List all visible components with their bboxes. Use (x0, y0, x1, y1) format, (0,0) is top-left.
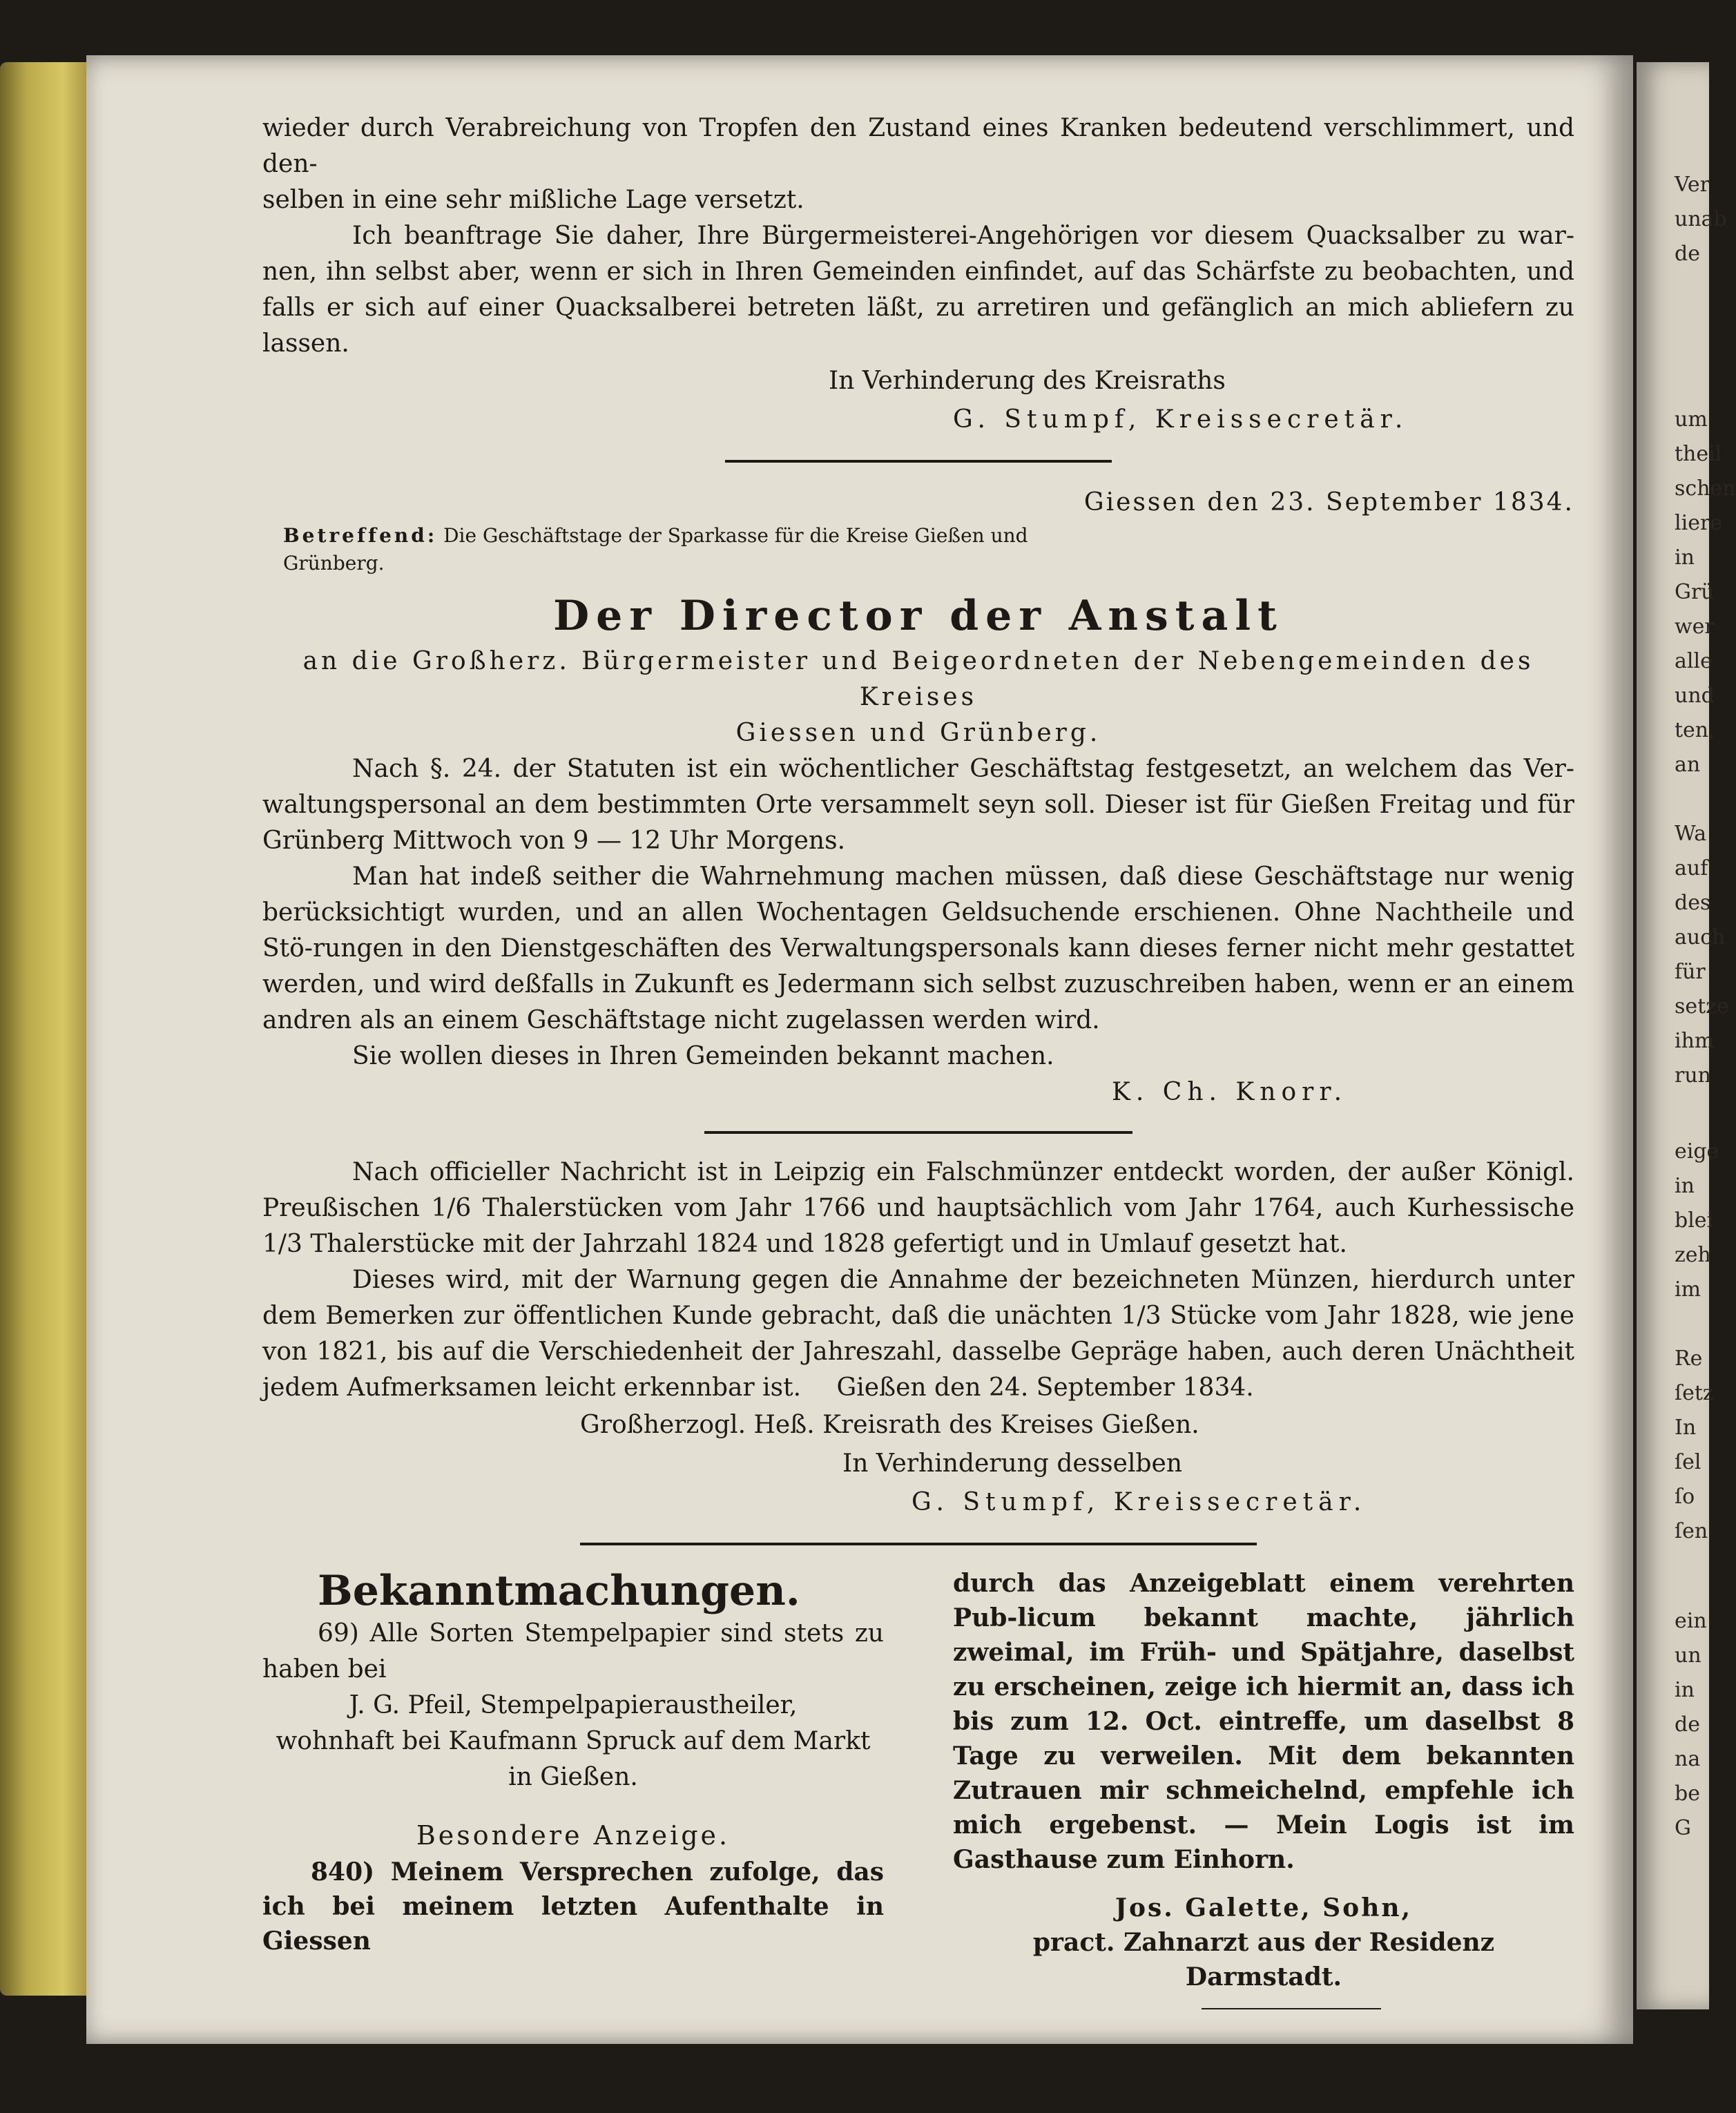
fragment: un (1675, 1643, 1701, 1668)
announcements (262, 1566, 1574, 2009)
divider (704, 1131, 1132, 1134)
fragment: Re (1675, 1347, 1703, 1371)
divider (1202, 2008, 1381, 2009)
divider (725, 460, 1112, 463)
paragraph: Nach §. 24. der Statuten ist ein wöchentlicher Geschäftstag festgesetzt, an welchem das Ver-waltungspersonal an dem bestimmten Orte versammelt seyn soll. Dieser ist für Gießen Freitag und für Grünberg Mittwoch von 9 — 12 Uhr Morgens. (262, 755, 1574, 855)
fragment: de (1675, 242, 1700, 266)
fragment: be (1675, 1782, 1700, 1806)
fragment: theil (1675, 442, 1722, 466)
paragraph: Nach officieller Nachricht ist in Leipzig ein Falschmünzer entdeckt worden, der außer Königl. Preußischen 1/6 Thalerstücken vom Jahr 1766 und hauptsächlich vom Jahr 1764, auch Kurhessische 1/3 Thalerstücke mit der Jahrzahl 1824 und 1828 gefertigt und in Umlauf gesetzt hat. (262, 1158, 1574, 1258)
notice-title: Der Director der Anstalt (553, 592, 1284, 640)
fragment: ihm (1675, 1029, 1715, 1053)
fragment: na (1675, 1747, 1701, 1771)
addressee-line: Giessen und Grünberg. (735, 719, 1101, 747)
fragment: liere (1675, 511, 1723, 535)
fragment: Ver (1675, 173, 1710, 197)
fragment: um (1675, 407, 1708, 432)
fragment: run (1675, 1063, 1711, 1088)
paragraph-text: Dieses wird, mit der Warnung gegen die Annahme der bezeichneten Münzen, hierdurch unter dem Bemerken zur öffentlichen Kunde gebracht, daß die unächten 1/3 Stücke vom Jahr 1828, wie jene von 1821, bis auf die Verschiedenheit der Jahreszahl, dasselbe Gepräge haben, auch deren Unächtheit jedem Aufmerksamen leicht erkennbar ist. (262, 1266, 1574, 1402)
fragment: in (1675, 1678, 1695, 1702)
book-page-edge (0, 62, 90, 1996)
fragment: im (1675, 1277, 1701, 1302)
paragraph (262, 1262, 1574, 1406)
fragment: wer (1675, 615, 1715, 639)
signature-line: Großherzogl. Heß. Kreisrath des Kreises Gießen. (580, 1411, 1199, 1439)
addressee-line: an die Großherz. Bürgermeister und Beigeordneten der Nebengemeinden des Kreises (302, 647, 1534, 711)
fragment: unab (1675, 207, 1727, 231)
subject-label: Betreffend: (283, 524, 438, 547)
fragment: ſetz (1675, 1381, 1714, 1405)
fragment: zeh (1675, 1243, 1711, 1267)
fragment: in (1675, 1174, 1695, 1198)
fragment: in (1675, 546, 1695, 570)
paragraph: Man hat indeß seither die Wahrnehmung machen müssen, daß diese Geschäftstage nur wenig berücksichtigt wurden, und an allen Wochentagen Geldsuchende erschienen. Ohne Nachtheile und Stö-rungen in den Dienstgeschäften des Verwaltungspersonals kann dieses ferner nicht mehr gestattet werden, und wird deßfalls in Zukunft es Jedermann sich selbst zuzuschreiben haben, wenn er an einem andren als an einem Geschäftstage nicht zugelassen werden wird. (262, 862, 1574, 1034)
subject-text: Die Geschäftstage der Sparkasse für die Kreise Gießen und Grünberg. (283, 524, 1028, 575)
advertiser-name: Jos. Galette, Sohn, (1115, 1893, 1413, 1922)
fragment: an (1675, 753, 1701, 777)
fragment: ein (1675, 1609, 1707, 1633)
signature-name: K. Ch. Knorr. (1112, 1078, 1348, 1106)
signature-line: In Verhinderung desselben (842, 1449, 1183, 1478)
advertiser-title: pract. Zahnarzt aus der Residenz Darmstadt. (1032, 1928, 1495, 1991)
fragment: de (1675, 1712, 1700, 1737)
date: Gießen den 24. September 1834. (836, 1373, 1254, 1402)
fragment: ten, (1675, 718, 1715, 742)
fragment: des (1675, 891, 1711, 915)
fragment: und (1675, 684, 1715, 708)
paragraph: Ich beanftrage Sie daher, Ihre Bürgermeisterei-Angehörigen vor diesem Quacksalber zu war-nen, ihn selbst aber, wenn er sich in Ihren Gemeinden einfindet, auf das Schärfste zu beobachten, und falls er sich auf einer Quacksalberei betreten läßt, zu arretiren und gefänglich an mich abliefern zu lassen. (262, 222, 1574, 358)
fragment: setze (1675, 994, 1729, 1019)
fragment: alle (1675, 649, 1713, 673)
section-heading: Bekanntmachungen. (318, 1567, 800, 1615)
dateline: Giessen den 23. September 1834. (1083, 488, 1574, 517)
fragment: Grü (1675, 580, 1715, 604)
ad-69-name: J. G. Pfeil, Stempelpapierausthеiler, (349, 1691, 798, 1719)
sparkasse-notice (262, 483, 1574, 1110)
text-line: wieder durch Verabreichung von Tropfen den Zustand eines Kranken bedeutend verschlimmert, und den- (262, 114, 1574, 178)
fragment: G (1675, 1816, 1691, 1840)
divider (580, 1543, 1257, 1545)
fragment: auch (1675, 925, 1726, 949)
quack-warning-notice (262, 110, 1574, 439)
right-column (953, 1566, 1574, 2009)
signature-line: In Verhinderung des Kreisraths (829, 367, 1226, 395)
facing-page-strip (1637, 62, 1736, 2009)
fragment: ſen (1675, 1519, 1708, 1543)
text-line: selben in eine sehr mißliche Lage versetzt. (262, 186, 804, 214)
ad-840-continued: durch das Anzeigeblatt einem verehrten Pub-licum bekannt machte, jährlich zweimal, im Früh- und Spätjahre, daselbst zu erscheinen, zeige ich hiermit an, dass ich bis zum 12. Oct. eintreffe, um daselbst 8 Tage zu verweilen. Mit dem bekannten Zutrauen mir schmeichelnd, empfehle ich mich ergebenst. — Mein Logis ist im Gasthause zum Einhorn. (953, 1569, 1574, 1874)
fragment: blei (1675, 1208, 1714, 1233)
fragment: eige (1675, 1139, 1719, 1164)
fragment: auf (1675, 856, 1708, 880)
ad-69: 69) Alle Sorten Stempelpapier sind stets zu haben bei (262, 1619, 884, 1683)
paragraph: Sie wollen dieses in Ihren Gemeinden bekannt machen. (352, 1042, 1054, 1070)
fragment: ſo (1675, 1485, 1695, 1509)
fragment: für (1675, 960, 1706, 984)
signature-name: G. Stumpf, Kreissecretär. (953, 405, 1409, 434)
page-content (262, 110, 1574, 2009)
ad-69-address: wohnhaft bei Kaufmann Spruck auf dem Markt in Gießen. (276, 1727, 871, 1791)
ad-840-start: 840) Meinem Versprechen zufolge, das ich bei meinem letzten Aufenthalte in Giessen (262, 1858, 884, 1956)
fragment: ſel (1675, 1450, 1701, 1474)
left-column (262, 1566, 884, 2009)
counterfeit-notice (262, 1155, 1574, 1522)
signature-name: G. Stumpf, Kreissecretär. (912, 1488, 1367, 1516)
fragment: schen (1675, 476, 1736, 501)
subject-block (283, 522, 1043, 577)
fragment: Wa (1675, 822, 1707, 846)
special-notice-heading: Besondere Anzeige. (416, 1820, 731, 1851)
fragment: In (1675, 1416, 1697, 1440)
